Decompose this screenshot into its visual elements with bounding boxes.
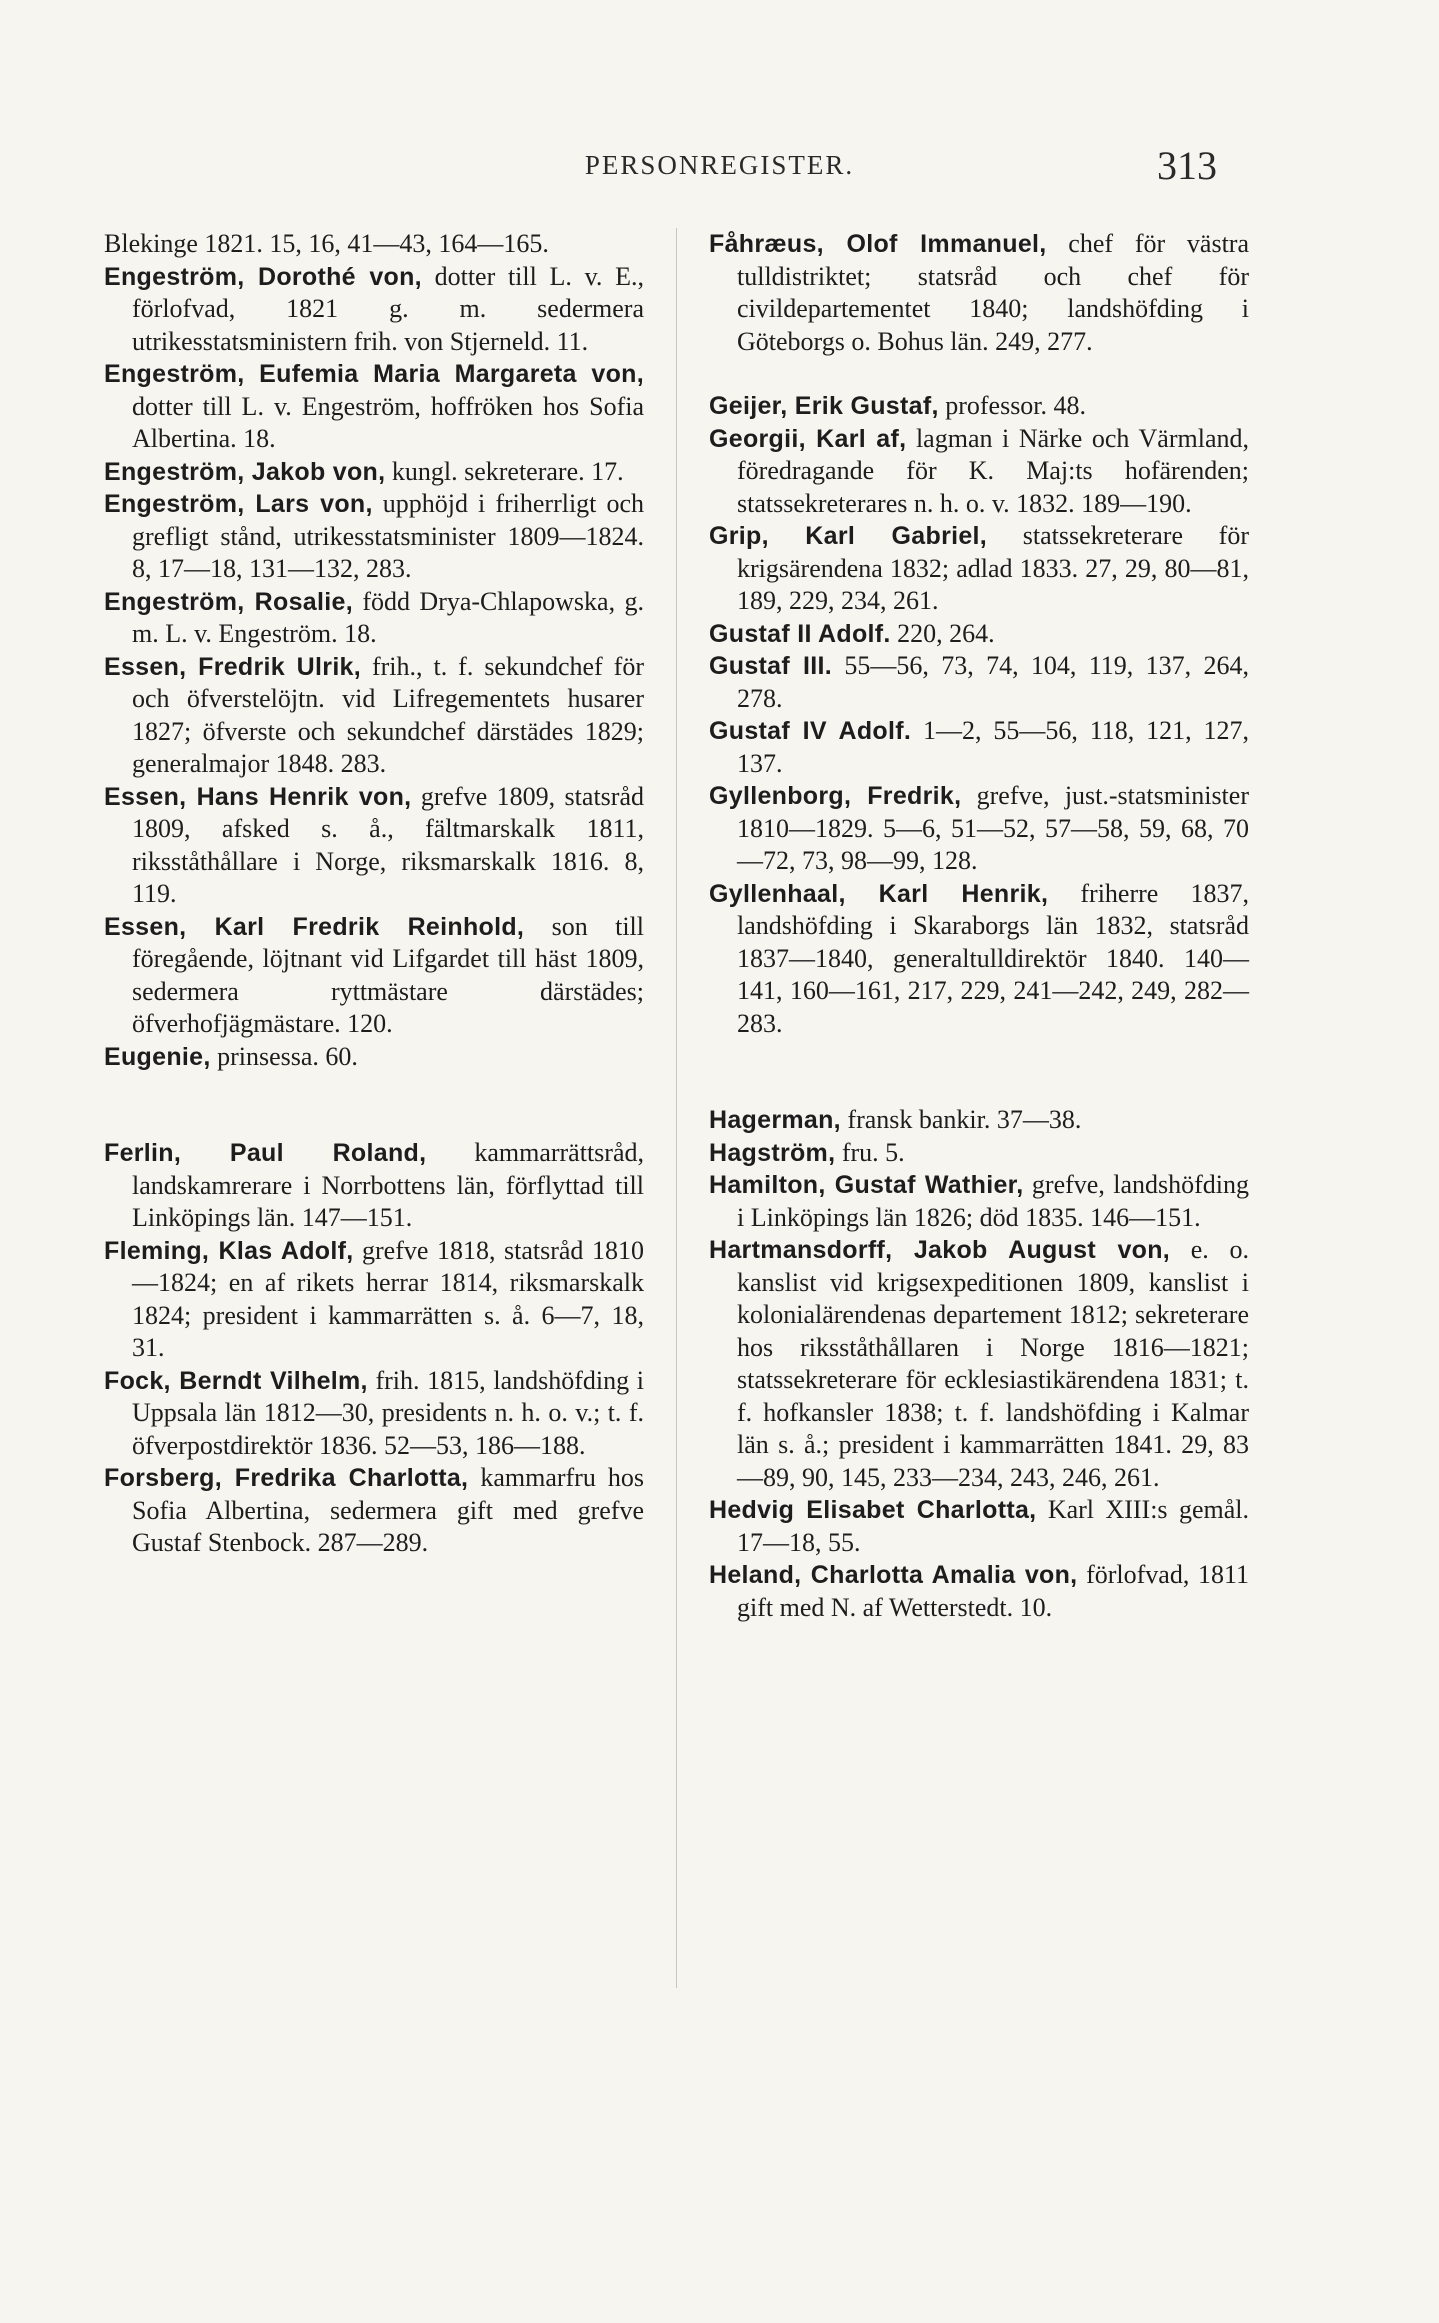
entry-text: grefve 1809, statsråd 1809, afsked s. å., fältmarskalk 1811, riksståthållare i Norge, riksmarskalk 1816. 8, 119. [132, 781, 644, 908]
entry-text: upphöjd i friherrligt och grefligt stånd, utrikesstatsminister 1809—1824. 8, 17—18, 131—132, 283. [132, 489, 644, 583]
entry-name: Hedvig Elisabet Charlotta, [709, 1496, 1037, 1524]
page-number: 313 [1157, 143, 1217, 188]
register-entry [104, 358, 644, 456]
entry-name: Fåhræus, Olof Immanuel, [709, 230, 1047, 258]
entry-name: Eugenie, [104, 1042, 211, 1071]
entry-text: son till föregående, löjtnant vid Lifgardet till häst 1809, sedermera ryttmästare därstädes; öfverhofjägmästare. 120. [132, 911, 645, 1038]
register-entry [709, 878, 1249, 1041]
page-header [0, 143, 1439, 190]
entry-text: Karl XIII:s gemål. 17—18, 55. [737, 1495, 1249, 1557]
entry-name: Essen, Hans Henrik von, [104, 782, 412, 811]
register-entry [709, 1559, 1249, 1624]
entry-name: Forsberg, Fredrika Charlotta, [104, 1464, 469, 1492]
register-entry [104, 456, 644, 489]
register-entry [104, 651, 644, 781]
entry-text: lagman i Närke och Värmland, föredragande för K. Maj:ts hofärenden; statssekreterares n. h. o. v. 1832. 189—190. [737, 423, 1249, 518]
entry-text: förlofvad, 1811 gift med N. af Wetterstedt. 10. [737, 1560, 1249, 1622]
entry-text: Blekinge 1821. 15, 16, 41—43, 164—165. [104, 229, 549, 258]
entry-text: frih., t. f. sekundchef för och öfverstelöjtn. vid Lifregementets husarer 1827; öfverste och sekundchef därstädes 1829; generalmajor 1848. 283. [132, 651, 644, 778]
entry-name: Gustaf III. [709, 652, 833, 680]
entry-name: Gustaf IV Adolf. [709, 717, 912, 745]
register-entry [104, 586, 644, 651]
register-entry [104, 1041, 644, 1074]
entry-text: grefve, just.-statsminister 1810—1829. 5—6, 51—52, 57—58, 59, 68, 70—72, 73, 98—99, 128. [737, 781, 1249, 875]
section-gap [104, 1073, 644, 1137]
right-column [709, 228, 1249, 1624]
entry-name: Fleming, Klas Adolf, [104, 1236, 354, 1265]
register-entry [709, 423, 1249, 521]
entry-name: Fock, Berndt Vilhelm, [104, 1366, 368, 1395]
entry-name: Gyllenhaal, Karl Henrik, [709, 879, 1049, 908]
entry-name: Engeström, Dorothé von, [104, 262, 422, 291]
entry-text: professor. 48. [938, 391, 1087, 420]
entry-text: grefve, landshöfding i Linköpings län 1826; död 1835. 146—151. [737, 1170, 1249, 1232]
register-entry [709, 1169, 1249, 1234]
register-entry [709, 780, 1249, 878]
entry-text: dotter till L. v. E., förlofvad, 1821 g. m. sedermera utrikesstatsministern frih. von Stjerneld. 11. [132, 261, 644, 356]
register-entry [104, 1462, 644, 1560]
register-entry [709, 1137, 1249, 1170]
entry-name: Essen, Fredrik Ulrik, [104, 652, 362, 681]
register-entry [709, 1234, 1249, 1494]
entry-text: statssekreterare för krigsärendena 1832; adlad 1833. 27, 29, 80—81, 189, 229, 234, 261. [737, 521, 1249, 615]
register-entry [104, 261, 644, 359]
register-entry [104, 1365, 644, 1463]
register-entry [104, 911, 644, 1041]
entry-text: friherre 1837, landshöfding i Skaraborgs län 1832, statsråd 1837—1840, generaltulldirektör 1840. 140—141, 160—161, 217, 229, 241—242, 249, 282—283. [737, 878, 1249, 1038]
entry-name: Hartmansdorff, Jakob August von, [709, 1236, 1171, 1264]
section-gap [709, 358, 1249, 390]
register-entry [104, 1235, 644, 1365]
entry-text: chef för västra tulldistriktet; statsråd och chef för civildepartementet 1840; landshöfding i Göteborgs o. Bohus län. 249, 277. [737, 229, 1249, 356]
entry-text: 1—2, 55—56, 118, 121, 127, 137. [737, 716, 1249, 778]
entry-text: 220, 264. [890, 618, 995, 648]
register-entry [709, 1494, 1249, 1559]
entry-text: kammarrättsråd, landskamrerare i Norrbottens län, förflyttad till Linköpings län. 147—151. [132, 1138, 644, 1232]
entry-text: född Dryа-Chlapowska, g. m. L. v. Engeström. 18. [132, 586, 644, 648]
entry-name: Engeström, Lars von, [104, 490, 373, 518]
entry-text: e. o. kanslist vid krigsexpeditionen 1809, kanslist i kolonialärendenas departement 1812; sekreterare hos riksståthållaren i Norge 1816—1821; statssekreterare för ecklesiastikärendena 1831; t. f. hofkansler 1838; t. f. landshöfding i Kalmar län s. å.; president i kammarrätten 1841. 29, 83—89, 90, 145, 233—234, 243, 246, 261. [737, 1235, 1249, 1492]
register-entry [104, 228, 644, 261]
entry-text: grefve 1818, statsråd 1810—1824; en af rikets herrar 1814, riksmarskalk 1824; president i kammarrätten s. å. 6—7, 18, 31. [132, 1235, 644, 1362]
register-entry [709, 715, 1249, 780]
register-entry [709, 650, 1249, 715]
entry-name: Hagerman, [709, 1106, 841, 1134]
section-gap [709, 1040, 1249, 1104]
register-entry [104, 488, 644, 586]
entry-name: Ferlin, Paul Roland, [104, 1139, 427, 1167]
entry-name: Georgii, Karl af, [709, 424, 907, 453]
register-entry [709, 228, 1249, 358]
entry-name: Geijer, Erik Gustaf, [709, 392, 939, 420]
entry-text: fransk bankir. 37—38. [840, 1105, 1082, 1134]
register-entry [709, 618, 1249, 651]
entry-name: Essen, Karl Fredrik Reinhold, [104, 912, 525, 941]
entry-name: Gustaf II Adolf. [709, 619, 891, 648]
page-title: PERSONREGISTER. [584, 150, 855, 180]
entry-text: fru. 5. [835, 1137, 905, 1167]
entry-name: Engeström, Jakob von, [104, 457, 386, 486]
entry-text: 55—56, 73, 74, 104, 119, 137, 264, 278. [737, 651, 1249, 713]
entry-name: Gyllenborg, Fredrik, [709, 782, 962, 810]
column-divider [676, 228, 677, 1988]
register-entry [104, 781, 644, 911]
entry-text: kungl. sekreterare. 17. [385, 456, 624, 486]
entry-name: Grip, Karl Gabriel, [709, 522, 988, 550]
entry-name: Engeström, Eufemia Maria Margareta von, [104, 360, 644, 388]
entry-text: frih. 1815, landshöfding i Uppsala län 1812—30, presidents n. h. o. v.; t. f. öfverpostdirektör 1836. 52—53, 186—188. [132, 1365, 645, 1460]
register-entry [709, 520, 1249, 618]
entry-name: Engeström, Rosalie, [104, 587, 353, 616]
entry-name: Hamilton, Gustaf Wathier, [709, 1171, 1024, 1199]
entry-text: dotter till L. v. Engeström, hoffröken hos Sofia Albertina. 18. [132, 391, 644, 453]
entry-text: prinsessa. 60. [210, 1041, 358, 1071]
entry-text: kammarfru hos Sofia Albertina, sedermera gift med grefve Gustaf Stenbock. 287—289. [132, 1463, 644, 1557]
register-entry [709, 1104, 1249, 1137]
register-entry [709, 390, 1249, 423]
register-entry [104, 1137, 644, 1235]
left-column [104, 228, 644, 1560]
entry-name: Heland, Charlotta Amalia von, [709, 1561, 1078, 1589]
entry-name: Hagström, [709, 1138, 836, 1167]
